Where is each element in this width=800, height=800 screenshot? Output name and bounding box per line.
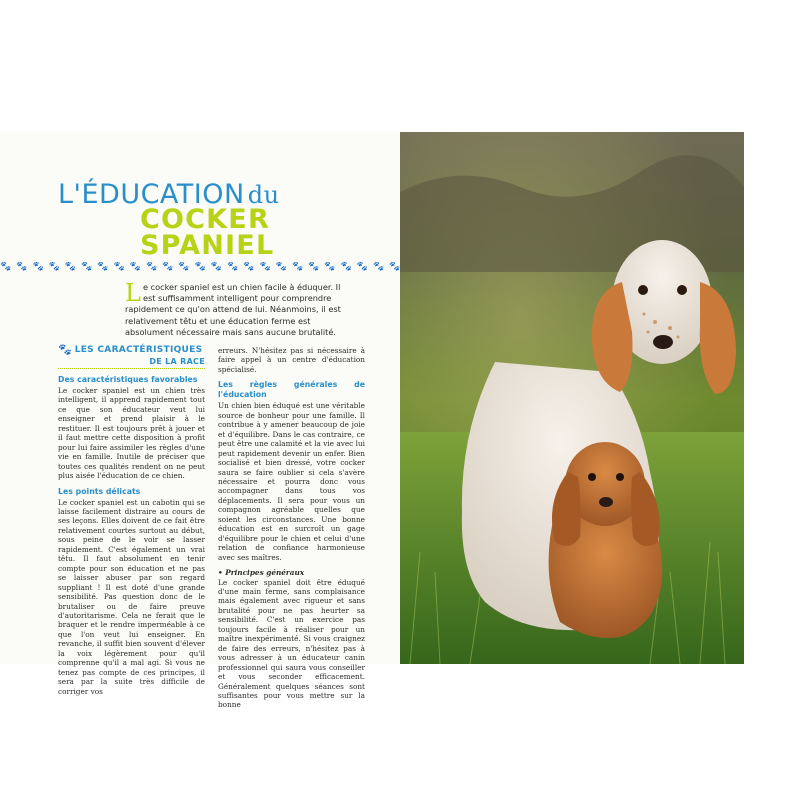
section-header <box>58 343 205 369</box>
paw-divider <box>0 262 400 272</box>
paragraph: Le cocker spaniel est un chien très intelligent, il apprend rapidement tout ce que son éducateur veut lui enseigner et prend plaisir à le restituer. Il est toujours prêt à jouer et il faut mettre cette disposition à profit pour lui faire assimiler les règles d'une vie en famille. Inutile de préciser que toutes ces qualités rendent on ne peut plus aisée l'éducation de ce chien. <box>58 386 205 481</box>
text-column-2 <box>218 346 365 710</box>
paw-icon: 🐾 <box>32 262 44 272</box>
intro-text: e cocker spaniel est un chien facile à éduquer. Il est suffisamment intelligent pour comprendre rapidement ce qu'on attend de lui. Néanmoins, il est relativement têtu et une éducation ferme est absolument nécessaire mais sans aucune brutalité. <box>125 282 341 337</box>
paw-icon: 🐾 <box>113 262 125 272</box>
section-title-line2: DE LA RACE <box>149 357 205 366</box>
paw-icon: 🐾 <box>16 262 28 272</box>
title-du: du <box>247 181 280 209</box>
paw-icon: 🐾 <box>275 262 287 272</box>
paw-icon: 🐾 <box>64 262 77 272</box>
bullet-heading: • Principes généraux <box>218 568 305 578</box>
paw-icon: 🐾 <box>356 262 369 272</box>
paragraph: erreurs. N'hésitez pas si nécessaire à faire appel à un centre d'éducation spécialisé. <box>218 346 365 374</box>
intro-paragraph <box>125 279 350 338</box>
paw-icon: 🐾 <box>0 262 12 272</box>
dog-photo <box>400 132 744 664</box>
paw-icon: 🐾 <box>291 262 304 272</box>
paw-icon: 🐾 <box>194 262 206 272</box>
paw-icon: 🐾 <box>389 262 401 272</box>
paw-icon: 🐾 <box>97 262 109 272</box>
paw-icon: 🐾 <box>81 262 93 272</box>
text-column-1 <box>58 375 205 696</box>
paw-icon: 🐾 <box>58 343 72 356</box>
title-cocker: COCKER <box>140 204 270 235</box>
paw-icon: 🐾 <box>340 262 352 272</box>
paragraph: Le cocker spaniel doit être éduqué d'une main ferme, sans complaisance mais également avec rigueur et sans brutalité pour ne pas heurter sa sensibilité. C'est un exercice pas toujours facile à réaliser pour un maître inexpérimenté. Si vous craignez de faire des erreurs, n'hésitez pas à vous adresser à un éducateur canin professionnel qui saura vous conseiller et vous seconder efficacement. Généralement quelques séances sont suffisantes pour vous mettre sur la bonne <box>218 577 365 710</box>
title-education: L'ÉDUCATION <box>58 179 245 210</box>
dropcap: L <box>125 279 141 307</box>
subhead-regles-generales: Les règles générales de l'éducation <box>218 380 365 400</box>
paw-icon: 🐾 <box>227 262 239 272</box>
paw-icon: 🐾 <box>259 262 271 272</box>
paw-icon: 🐾 <box>145 262 158 272</box>
paw-icon: 🐾 <box>324 262 336 272</box>
section-title-line1: LES CARACTÉRISTIQUES <box>74 344 203 355</box>
cocker-spaniel-photo <box>400 132 744 664</box>
paragraph: Un chien bien éduqué est une véritable source de bonheur pour une famille. Il contribue à y amener beaucoup de joie et d'équilibre. Dans le cas contraire, ce peut être une calamité et la vie avec lui peut rapidement devenir un enfer. Bien socialisé et bien dressé, votre cocker saura se faire oublier si cela s'avère nécessaire et pourra donc vous accompagner dans tous vos déplacements. Il sera pour vous un compagnon agréable quelles que soient les circonstances. Une bonne éducation est en surcroît un gage d'équilibre pour le chien et celui d'une relation de confiance harmonieuse avec ses maîtres. <box>218 401 365 562</box>
section-divider <box>58 368 205 369</box>
title-spaniel: SPANIEL <box>140 230 275 261</box>
paw-icon: 🐾 <box>162 262 174 272</box>
paw-icon: 🐾 <box>210 262 223 272</box>
paw-icon: 🐾 <box>48 262 60 272</box>
paw-icon: 🐾 <box>308 262 320 272</box>
subhead-favorables: Des caractéristiques favorables <box>58 375 198 384</box>
paragraph: Le cocker spaniel est un cabotin qui se laisse facilement distraire au cours de ses leçons. Elles doivent de ce fait être relativement courtes surtout au début, sous peine de le voir se lasser rapidement. C'est également un vrai têtu. Il faut absolument en tenir compte pour son éducation et ne pas se laisser abuser par son regard suppliant ! Il est doté d'une grande sensibilité. Pas question donc de le brutaliser ou de faire preuve d'autoritarisme. Cela ne ferait que le braquer et le rendre imperméable à ce que l'on veut lui enseigner. En revanche, il suffit bien souvent d'élever la voix légèrement pour qu'il comprenne qu'il a mal agi. Si vous ne tenez pas compte de ces principes, il sera par la suite très difficile de corriger vos <box>58 497 205 696</box>
paw-icon: 🐾 <box>178 262 190 272</box>
paw-icon: 🐾 <box>243 262 255 272</box>
paw-icon: 🐾 <box>129 262 141 272</box>
subhead-points-delicats: Les points délicats <box>58 486 141 496</box>
paw-icon: 🐾 <box>373 262 385 272</box>
